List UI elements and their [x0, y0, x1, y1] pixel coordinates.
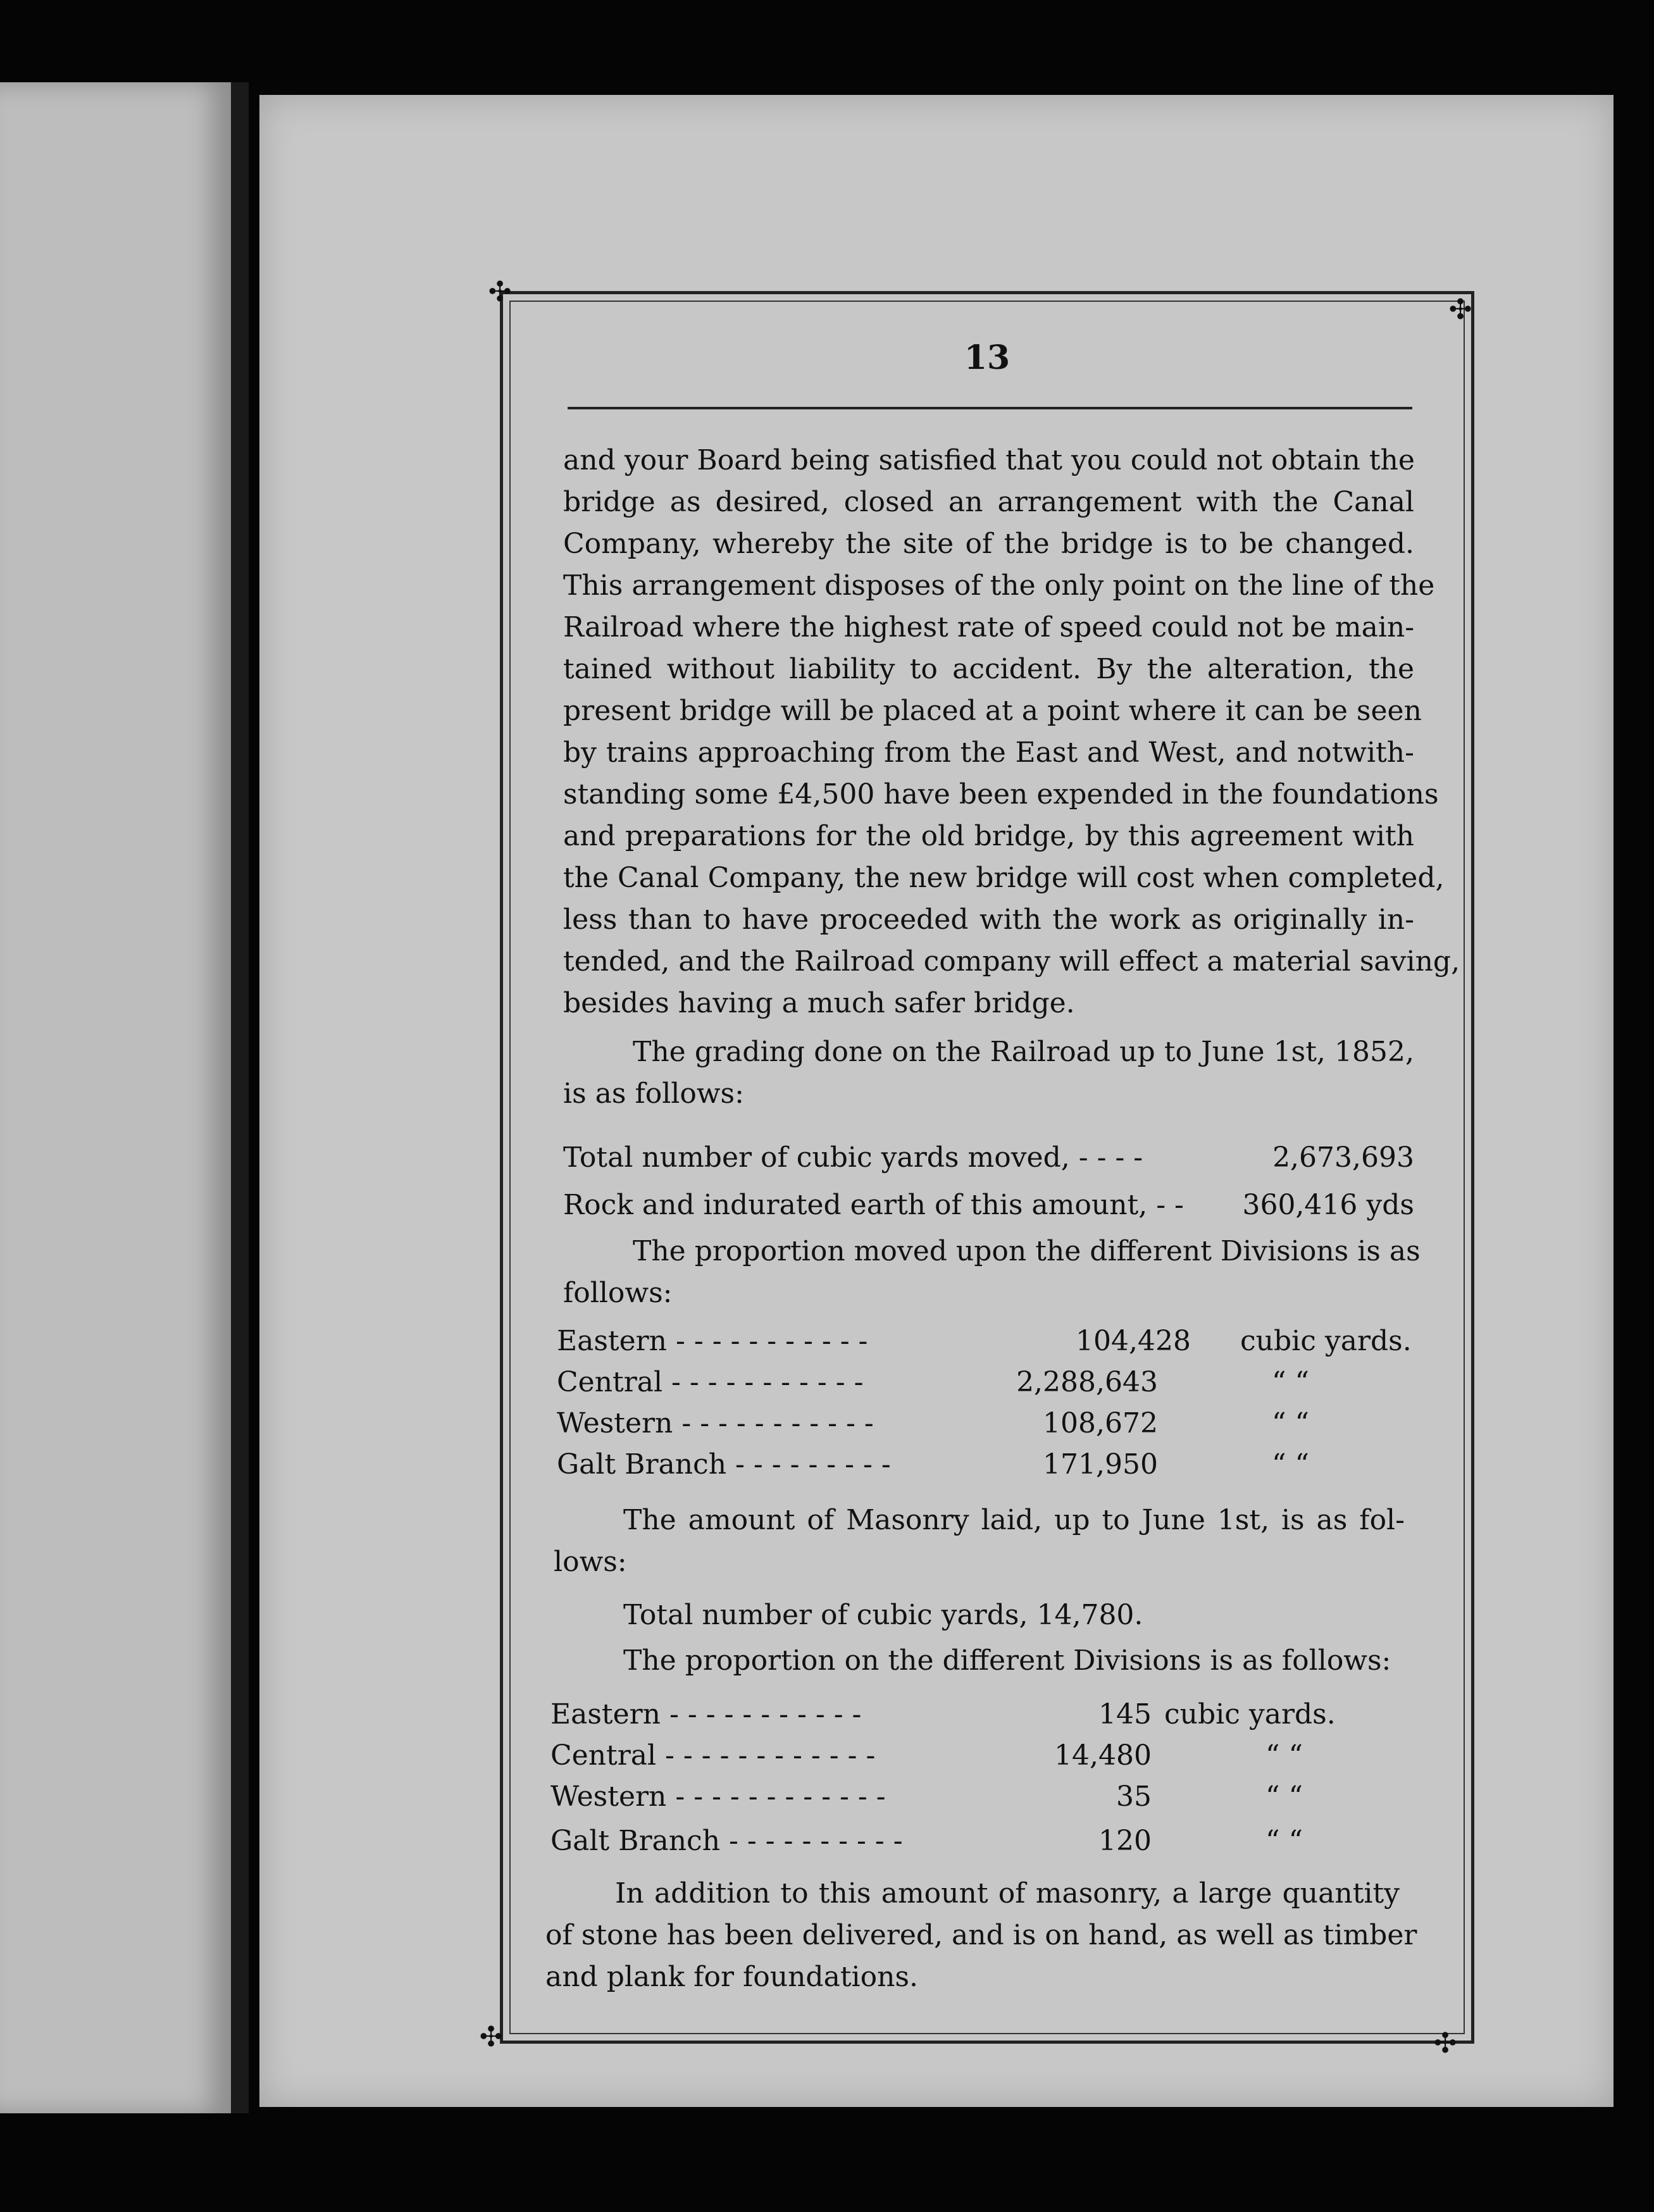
grading-total-row — [563, 1186, 1414, 1224]
grading-divisions-intro — [563, 1231, 1421, 1314]
row-label: Central - - - - - - - - - - - - — [550, 1739, 876, 1772]
row-label: Galt Branch - - - - - - - - - — [557, 1448, 891, 1481]
row-unit: cubic yards. — [1240, 1325, 1412, 1357]
row-value: 14,480 — [1054, 1739, 1152, 1772]
left-facing-page — [0, 82, 231, 2113]
row-unit: “ “ — [1272, 1366, 1309, 1398]
row-label: Total number of cubic yards moved, - - - - — [563, 1141, 1143, 1174]
grading-total-row — [563, 1139, 1414, 1177]
row-label: Central - - - - - - - - - - - — [557, 1366, 864, 1398]
row-label: Western - - - - - - - - - - - - — [550, 1780, 886, 1813]
text-line: follows: — [563, 1277, 673, 1309]
row-unit: “ “ — [1272, 1448, 1309, 1481]
masonry-divisions-intro: The proportion on the different Divisions is as follows: — [623, 1644, 1391, 1677]
row-unit: “ “ — [1265, 1780, 1303, 1813]
text-line: This arrangement disposes of the only point on the line of the — [563, 569, 1435, 602]
text-line: besides having a much safer bridge. — [563, 987, 1075, 1019]
corner-ornament-icon: ✣ — [1433, 2027, 1457, 2060]
row-unit: “ “ — [1265, 1739, 1303, 1772]
text-line: Company, whereby the site of the bridge is to be changed. — [563, 528, 1414, 560]
corner-ornament-icon: ✣ — [1448, 294, 1472, 326]
masonry-division-row — [550, 1778, 1405, 1816]
row-label: Western - - - - - - - - - - - — [557, 1407, 874, 1439]
text-line: of stone has been delivered, and is on hand, as well as timber — [545, 1919, 1417, 1951]
row-label: Eastern - - - - - - - - - - - — [557, 1325, 868, 1357]
row-label: Eastern - - - - - - - - - - - — [550, 1698, 862, 1730]
text-line: tained without liability to accident. By the alteration, the — [563, 653, 1414, 685]
header-rule — [568, 407, 1412, 409]
text-line: standing some £4,500 have been expended in the foundations — [563, 778, 1439, 811]
masonry-division-row — [550, 1737, 1405, 1775]
row-value: 35 — [1116, 1780, 1152, 1813]
text-line: and plank for foundations. — [545, 1961, 918, 1993]
row-unit: “ “ — [1265, 1825, 1303, 1857]
row-value: 2,288,643 — [1016, 1366, 1158, 1398]
text-line: is as follows: — [563, 1078, 744, 1110]
text-line: The grading done on the Railroad up to June 1st, 1852, — [633, 1036, 1414, 1068]
row-label: Rock and indurated earth of this amount, - - — [563, 1189, 1184, 1221]
row-value: 171,950 — [1043, 1448, 1158, 1481]
text-line: and preparations for the old bridge, by this agreement with — [563, 820, 1414, 852]
text-line: bridge as desired, closed an arrangement with the Canal — [563, 486, 1414, 518]
grading-division-row — [557, 1446, 1414, 1484]
text-line: Railroad where the highest rate of speed could not be main- — [563, 611, 1415, 643]
row-value: 108,672 — [1043, 1407, 1158, 1439]
text-line: the Canal Company, the new bridge will cost when completed, — [563, 862, 1445, 894]
text-line: present bridge will be placed at a point where it can be seen — [563, 695, 1422, 727]
masonry-total: Total number of cubic yards, 14,780. — [623, 1599, 1143, 1631]
row-value: 360,416 yds — [1242, 1189, 1414, 1221]
text-line: In addition to this amount of masonry, a large quantity — [615, 1877, 1400, 1910]
grading-division-row — [557, 1322, 1414, 1360]
row-value: 104,428 — [1076, 1325, 1191, 1357]
row-unit: cubic yards. — [1164, 1698, 1336, 1730]
row-label: Galt Branch - - - - - - - - - - — [550, 1825, 903, 1857]
text-line: The proportion moved upon the different Divisions is as — [633, 1235, 1421, 1267]
row-value: 120 — [1098, 1825, 1152, 1857]
closing-paragraph — [545, 1873, 1417, 1998]
grading-division-row — [557, 1405, 1414, 1443]
row-value: 145 — [1098, 1698, 1152, 1730]
grading-intro — [563, 1031, 1414, 1115]
text-line: lows: — [554, 1546, 627, 1578]
text-line: and your Board being satisfied that you could not obtain the — [563, 444, 1415, 476]
row-unit: “ “ — [1272, 1407, 1309, 1439]
grading-division-row — [557, 1364, 1414, 1401]
row-value: 2,673,693 — [1272, 1141, 1414, 1174]
text-line: The amount of Masonry laid, up to June 1st, is as fol- — [623, 1504, 1405, 1536]
text-line: less than to have proceeded with the work as originally in- — [563, 904, 1414, 936]
corner-ornament-icon: ✣ — [479, 2021, 503, 2053]
book-gutter — [231, 82, 249, 2113]
text-line: tended, and the Railroad company will effect a material saving, — [563, 945, 1460, 978]
page-number: 13 — [964, 339, 1010, 377]
corner-ornament-icon: ✣ — [488, 276, 512, 308]
masonry-division-row — [550, 1696, 1405, 1734]
masonry-intro — [554, 1500, 1405, 1583]
text-line: by trains approaching from the East and West, and notwith- — [563, 736, 1414, 769]
masonry-division-row — [550, 1822, 1405, 1860]
body-paragraph — [563, 440, 1460, 1024]
